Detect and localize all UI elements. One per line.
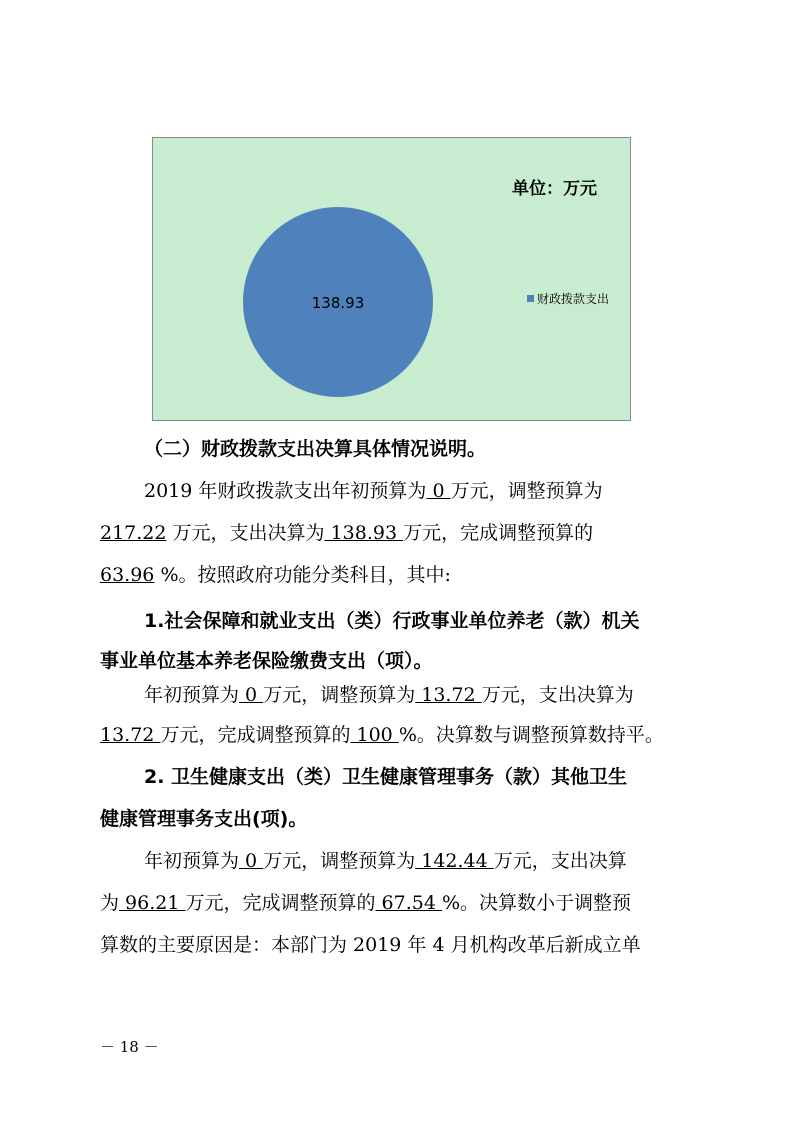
para3-line3: 算数的主要原因是：本部门为 2019 年 4 月机构改革后新成立单 <box>100 934 641 956</box>
chart-unit-label: 单位：万元 <box>512 179 597 199</box>
para1-line2: 217.22 万元，支出决算为 138.93 万元，完成调整预算的 <box>100 522 594 544</box>
pie-slice-data-label: 138.93 <box>311 294 365 312</box>
subheading-2-line1: 2. 卫生健康支出（类）卫生健康管理事务（款）其他卫生 <box>144 766 628 788</box>
para2-line2: 13.72 万元，完成调整预算的 100 %。决算数与调整预算数持平。 <box>100 724 664 746</box>
para2-line1: 年初预算为 0 万元，调整预算为 13.72 万元，支出决算为 <box>144 684 634 706</box>
subheading-1-line2: 事业单位基本养老保险缴费支出（项）。 <box>100 650 433 672</box>
para1-line1: 2019 年财政拨款支出年初预算为 0 万元，调整预算为 <box>144 480 603 502</box>
para3-line1: 年初预算为 0 万元，调整预算为 142.44 万元，支出决算 <box>144 850 627 872</box>
para3-line2: 为 96.21 万元，完成调整预算的 67.54 %。决算数小于调整预 <box>100 892 632 914</box>
legend-label: 财政拨款支出 <box>537 292 610 306</box>
subheading-1-line1: 1.社会保障和就业支出（类）行政事业单位养老（款）机关 <box>144 610 640 632</box>
page-number: － 18 － <box>100 1038 159 1056</box>
section-heading-2: （二）财政拨款支出决算具体情况说明。 <box>144 438 487 460</box>
chart-legend <box>527 290 609 307</box>
subheading-2-line2: 健康管理事务支出(项)。 <box>100 808 308 830</box>
para1-line3: 63.96 %。按照政府功能分类科目，其中: <box>100 564 451 586</box>
legend-swatch <box>527 295 534 302</box>
